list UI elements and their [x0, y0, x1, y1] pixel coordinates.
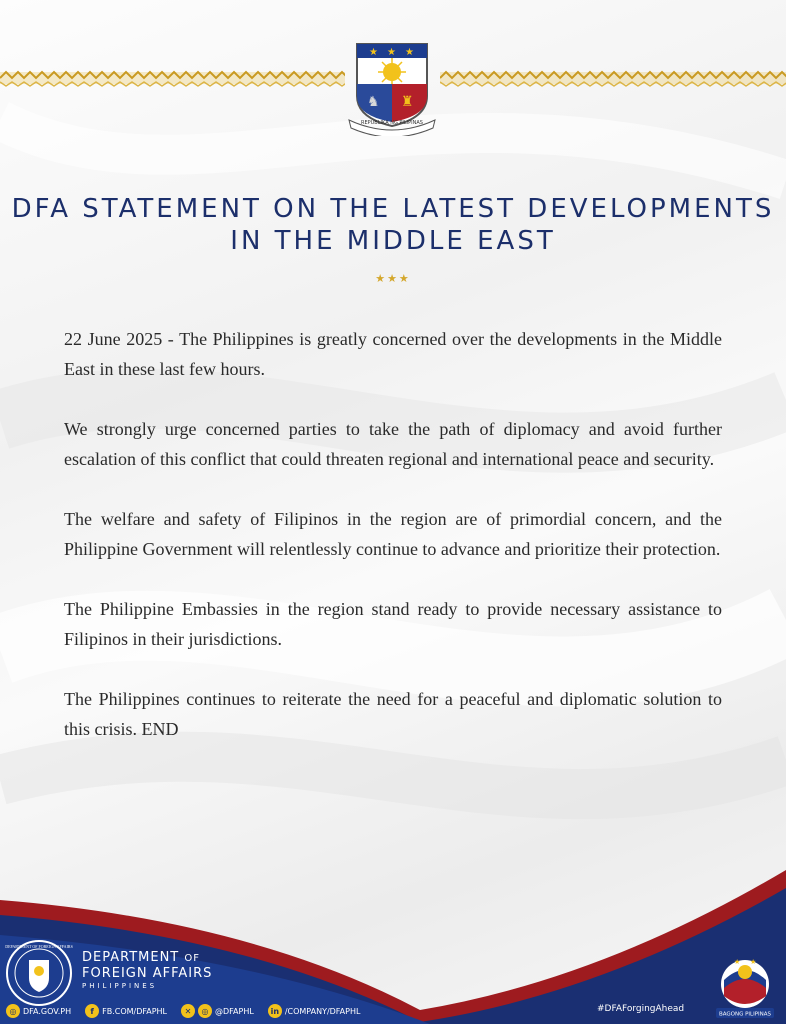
- social-label: DFA.GOV.PH: [23, 1006, 72, 1016]
- dept-line-1: DEPARTMENT: [82, 950, 180, 965]
- social-links: [6, 1003, 374, 1019]
- svg-text:★: ★: [387, 47, 396, 58]
- social-label: @DFAPHL: [215, 1006, 254, 1016]
- svg-text:★: ★: [369, 47, 378, 58]
- statement-body: [64, 324, 722, 774]
- title-line-2: IN THE MIDDLE EAST: [230, 226, 556, 257]
- gold-ornament-band-right: [440, 68, 786, 88]
- svg-text:★: ★: [734, 958, 741, 966]
- x-icon: ✕: [181, 1004, 195, 1018]
- department-wordmark: [82, 950, 212, 991]
- social-facebook-link[interactable]: [85, 1004, 167, 1018]
- social-linkedin-link[interactable]: [268, 1004, 361, 1018]
- statement-title: [0, 193, 786, 257]
- seal-motto: REPUBLIKA NG PILIPINAS: [361, 120, 423, 126]
- social-label: /COMPANY/DFAPHL: [284, 1006, 361, 1016]
- paragraph-3: The welfare and safety of Filipinos in the region are of primordial concern, and the Philippine Government will relentlessly continue to advance and prioritize their protection.: [64, 509, 722, 559]
- bagong-pilipinas-label: BAGONG PILIPINAS: [718, 1011, 772, 1018]
- star-divider: ★★★: [375, 273, 411, 285]
- dept-line-3: PHILIPPINES: [82, 982, 158, 990]
- paragraph-2: We strongly urge concerned parties to take the path of diplomacy and avoid further escalation of this conflict that could threaten regional and international peace and security.: [64, 419, 722, 469]
- linkedin-icon: in: [268, 1004, 282, 1018]
- social-website-link[interactable]: [6, 1004, 71, 1018]
- social-label: FB.COM/DFAPHL: [102, 1006, 168, 1016]
- dfa-emblem-logo: [4, 938, 74, 1008]
- emblem-ring-text: DEPARTMENT OF FOREIGN AFFAIRS: [5, 944, 73, 949]
- paragraph-1: 22 June 2025 - The Philippines is greatly concerned over the developments in the Middle East in these last few hours.: [64, 329, 722, 379]
- social-x-instagram-link[interactable]: [181, 1004, 254, 1018]
- title-line-1: DFA STATEMENT ON THE LATEST DEVELOPMENTS: [11, 194, 775, 225]
- footer-wave-banner: [0, 860, 786, 1024]
- svg-text:♞: ♞: [367, 95, 380, 110]
- dept-of: OF: [184, 953, 201, 964]
- svg-text:♜: ♜: [401, 95, 414, 110]
- bagong-pilipinas-logo: [714, 950, 776, 1020]
- globe-icon: ◎: [6, 1004, 20, 1018]
- instagram-icon: ◎: [198, 1004, 212, 1018]
- paragraph-5: The Philippines continues to reiterate the need for a peaceful and diplomatic solution to this crisis. END: [64, 689, 722, 739]
- paragraph-4: The Philippine Embassies in the region stand ready to provide necessary assistance to Filipinos in their jurisdictions.: [64, 599, 722, 649]
- gold-ornament-band-left: [0, 68, 345, 88]
- dept-line-2: FOREIGN AFFAIRS: [82, 966, 213, 981]
- svg-text:★: ★: [405, 47, 414, 58]
- hashtag: #DFAForgingAhead: [597, 1004, 685, 1014]
- facebook-icon: f: [85, 1004, 99, 1018]
- svg-text:★: ★: [750, 958, 757, 966]
